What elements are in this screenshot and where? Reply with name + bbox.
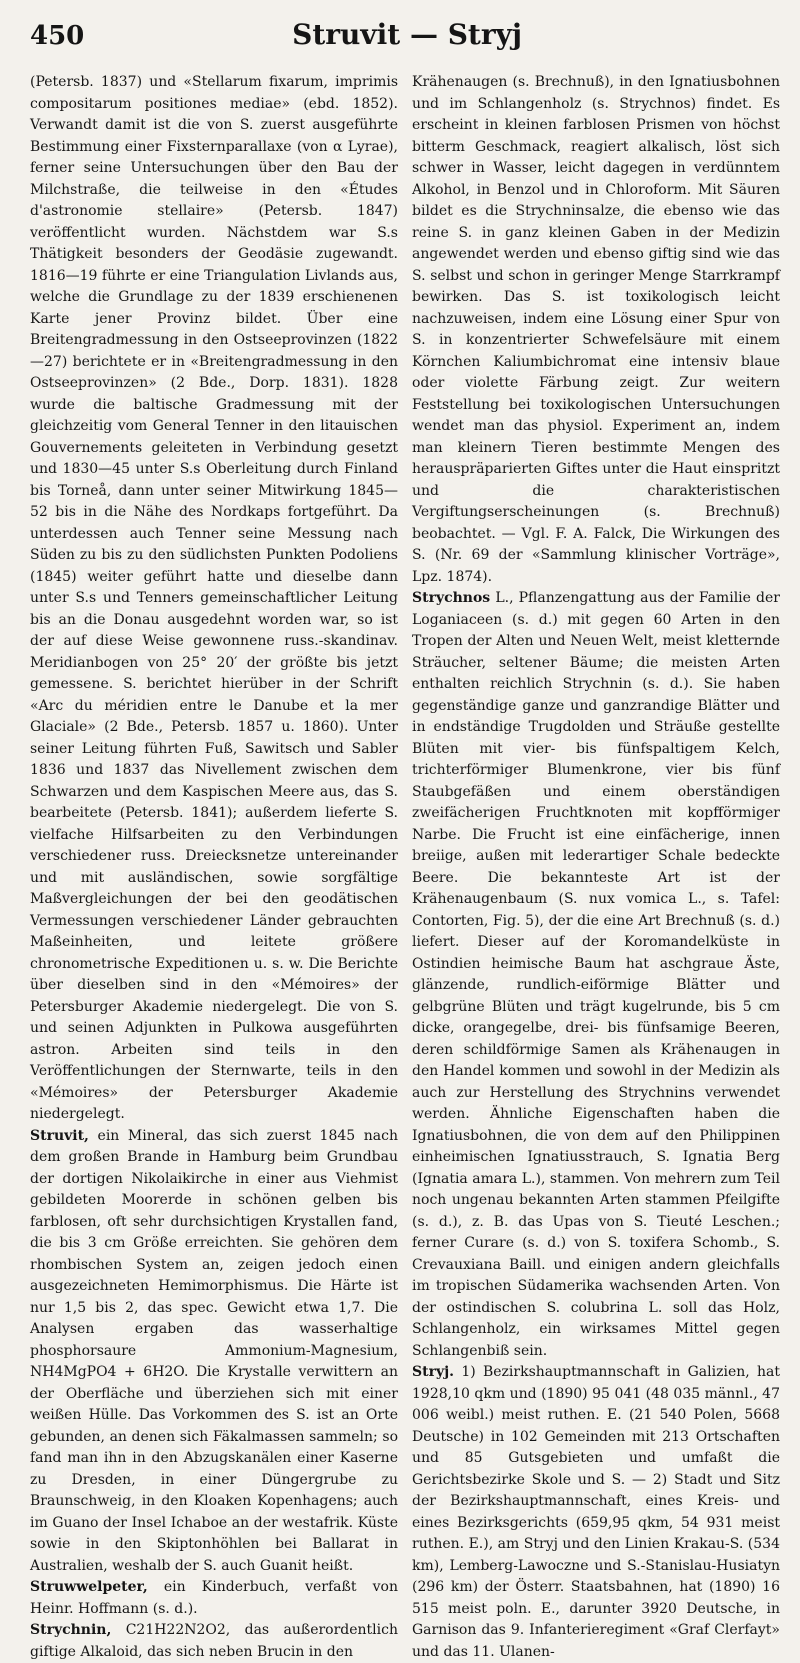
entry-lemma: Struvit, [30, 1127, 89, 1144]
entry-text: C21H22N2O2, das außerordentlich giftige Alkaloid, das sich neben Brucin in den [30, 1622, 398, 1660]
text-columns [30, 72, 782, 1663]
right-column [412, 72, 780, 1663]
entry-stryj [412, 1362, 780, 1663]
entry-continuation [412, 72, 780, 588]
entry-text: ein Kinderbuch, verfaßt von Heinr. Hoffmann (s. d.). [30, 1579, 398, 1617]
entry-struwwelpeter [30, 1577, 398, 1620]
page-header [30, 18, 782, 62]
entry-lemma: Struwwelpeter, [30, 1579, 148, 1595]
entry-lemma: Stryj. [412, 1364, 455, 1380]
left-column [30, 72, 398, 1663]
entry-text: ein Mineral, das sich zuerst 1845 nach dem großen Brande in Hamburg beim Grundbau der dortigen Nikolaikirche in einer aus Viehmist gebildeten Moorerde in schönen gelben bis farblosen, oft sehr durchsichtigen Krystallen fand, die bis 3 cm Größe erreichten. Sie gehören dem rhombischen System an, zeigen jedoch einen ausgezeichneten Hemimorphismus. Die Härte ist nur 1,5 bis 2, das spec. Gewicht etwa 1,7. Die Analysen ergaben das wasserhaltige phosphorsaure Ammonium-Magnesium, NH4MgPO4 + 6H2O. Die Krystalle verwittern an der Oberfläche und überziehen sich mit einer weißen Hülle. Das Vorkommen des S. ist an Orte gebunden, an denen sich Fäkalmassen sammeln; so fand man ihn in den Abzugskanälen einer Kaserne zu Dresden, in einer Düngergrube zu Braunschweig, in den Kloaken Kopenhagens; auch im Guano der Insel Ichaboe an der westafrik. Küste sowie in den Skiptonhöhlen bei Ballarat in Australien, weshalb der S. auch Guanit heißt. [30, 1127, 398, 1574]
entry-text: Krähenaugen (s. Brechnuß), in den Ignatiusbohnen und im Schlangenholz (s. Strychnos) findet. Es erscheint in kleinen farblosen Prismen von höchst bitterm Geschmack, reagiert alkalisch, löst sich schwer in Wasser, leicht dagegen in verdünntem Alkohol, in Benzol und in Chloroform. Mit Säuren bildet es die Strychninsalze, die ebenso wie das reine S. in ganz kleinen Gaben in der Medizin angewendet werden und ebenso giftig sind wie das S. selbst und schon in geringer Menge Starrkrampf bewirken. Das S. ist toxikologisch leicht nachzuweisen, indem eine Lösung einer Spur von S. in konzentrierter Schwefelsäure mit einem Körnchen Kaliumbichromat eine intensiv blaue oder violette Färbung zeigt. Zur weitern Feststellung bei toxikologischen Untersuchungen wendet man das physiol. Experiment an, indem man kleinern Tieren bestimmte Mengen des herauspräparierten Giftes unter die Haut einspritzt und die charakteristischen Vergiftungserscheinungen (s. Brechnuß) beobachtet. — Vgl. F. A. Falck, Die Wirkungen des S. (Nr. 69 der «Sammlung klinischer Vorträge», Lpz. 1874). [412, 74, 780, 585]
entry-text: (Petersb. 1837) und «Stellarum fixarum, imprimis compositarum positiones mediae» (ebd. 1852). Verwandt damit ist die von S. zuerst ausgeführte Bestimmung einer Fixsternparallaxe (von α Lyrae), ferner seine Untersuchungen über den Bau der Milchstraße, die teilweise in den «Études d'astronomie stellaire» (Petersb. 1847) veröffentlicht wurden. Nächstdem war S.s Thätigkeit besonders der Geodäsie zugewandt. 1816—19 führte er eine Triangulation Livlands aus, welche die Grundlage zu der 1839 erschienenen Karte jener Provinz bildet. Über eine Breitengradmessung in den Ostseeprovinzen (1822—27) berichtete er in «Breitengradmessung in den Ostseeprovinzen» (2 Bde., Dorp. 1831). 1828 wurde die baltische Gradmessung mit der gleichzeitig vom General Tenner in den litauischen Gouvernements geleiteten in Verbindung gesetzt und 1830—45 unter S.s Oberleitung durch Finland bis Torneå, dann unter seiner Mitwirkung 1845—52 bis in die Nähe des Nordkaps fortgeführt. Da unterdessen auch Tenner seine Messung nach Süden zu bis zu den südlichsten Punkten Podoliens (1845) weiter geführt hatte und dieselbe dann unter S.s und Tenners gemeinschaftlicher Leitung bis an die Donau ausgedehnt worden war, so ist der auf diese Weise gewonnene russ.-skandinav. Meridianbogen von 25° 20′ der größte bis jetzt gemessene. S. berichtet hierüber in der Schrift «Arc du méridien entre le Danube et la mer Glaciale» (2 Bde., Petersb. 1857 u. 1860). Unter seiner Leitung führten Fuß, Sawitsch und Sabler 1836 und 1837 das Nivellement zwischen dem Schwarzen und dem Kaspischen Meere aus, das S. bearbeitete (Petersb. 1841); außerdem lieferte S. vielfache Hilfsarbeiten zu den Verbindungen verschiedener russ. Dreiecksnetze untereinander und mit ausländischen, sowie sorgfältige Maßvergleichungen der bei den geodätischen Vermessungen verschiedener Länder gebrauchten Maßeinheiten, und leitete größere chronometrische Expeditionen u. s. w. Die Berichte über dieselben sind in den «Mémoires» der Petersburger Akademie niedergelegt. Die von S. und seinen Adjunkten in Pulkowa ausgeführten astron. Arbeiten sind teils in den Veröffentlichungen der Sternwarte, teils in den «Mémoires» der Petersburger Akademie niedergelegt. [30, 74, 398, 1122]
page-number: 450 [30, 21, 85, 51]
entry-text: L., Pflanzengattung aus der Familie der Loganiaceen (s. d.) mit gegen 60 Arten in den Tropen der Alten und Neuen Welt, meist kletternde Sträucher, seltener Bäume; die meisten Arten enthalten reichlich Strychnin (s. d.). Sie haben gegenständige ganze und ganzrandige Blätter und in endständige Trugdolden und Sträuße gestellte Blüten mit vier- bis fünfspaltigem Kelch, trichterförmiger Blumenkrone, vier bis fünf Staubgefäßen und einem oberständigen zweifächerigen Fruchtknoten mit kopfförmiger Narbe. Die Frucht ist eine einfächerige, innen breiige, außen mit lederartiger Schale bedeckte Beere. Die bekannteste Art ist der Krähenaugenbaum (S. nux vomica L., s. Tafel: Contorten, Fig. 5), der die eine Art Brechnuß (s. d.) liefert. Dieser auf der Koromandelküste in Ostindien heimische Baum hat aschgraue Äste, glänzende, rundlich-eiförmige Blätter und gelbgrüne Blüten und trägt kugelrunde, bis 5 cm dicke, orangegelbe, drei- bis fünfsamige Beeren, deren schildförmige Samen als Krähenaugen in den Handel kommen und sowohl in der Medizin als auch zur Herstellung des Strychnins verwendet werden. Ähnliche Eigenschaften haben die Ignatiusbohnen, die von dem auf den Philippinen einheimischen Ignatiusstrauch, S. Ignatia Berg (Ignatia amara L.), stammen. Von mehrern zum Teil noch ungenau bekannten Arten stammen Pfeilgifte (s. d.), z. B. das Upas von S. Tieuté Leschen.; ferner Curare (s. d.) von S. toxifera Schomb., S. Crevauxiana Baill. und einigen andern gleichfalls im tropischen Südamerika wachsenden Arten. Von der ostindischen S. colubrina L. soll das Holz, Schlangenholz, ein wirksames Mittel gegen Schlangenbiß sein. [412, 590, 780, 1359]
running-title: Struvit — Stryj [292, 18, 522, 51]
entry-strychnos [412, 588, 780, 1362]
entry-continuation [30, 72, 398, 1126]
entry-strychnin [30, 1620, 398, 1663]
entry-lemma: Strychnin, [30, 1622, 112, 1638]
entry-text: 1) Bezirkshauptmannschaft in Galizien, hat 1928,10 qkm und (1890) 95 041 (48 035 männl., 47 006 weibl.) meist ruthen. E. (21 540 Polen, 5668 Deutsche) in 102 Gemeinden mit 213 Ortschaften und 85 Gutsgebieten und umfaßt die Gerichtsbezirke Skole und S. — 2) Stadt und Sitz der Bezirkshauptmannschaft, eines Kreis- und eines Bezirksgerichts (659,95 qkm, 54 931 meist ruthen. E.), am Stryj und den Linien Krakau-S. (534 km), Lemberg-Lawoczne und S.-Stanislau-Husiatyn (296 km) der Österr. Staatsbahnen, hat (1890) 16 515 meist poln. E., darunter 3920 Deutsche, in Garnison das 9. Infanterieregiment «Graf Clerfayt» und das 11. Ulanen- [412, 1364, 780, 1660]
entry-lemma: Strychnos [412, 590, 491, 606]
entry-struvit [30, 1126, 398, 1578]
